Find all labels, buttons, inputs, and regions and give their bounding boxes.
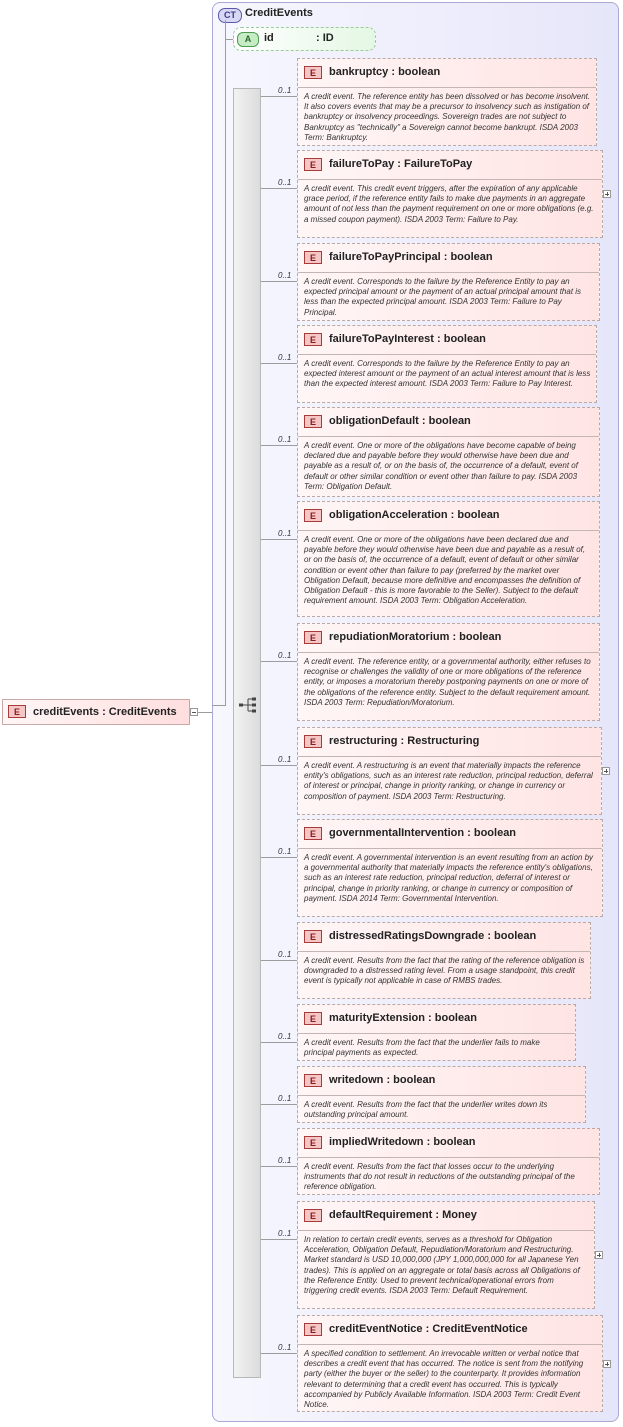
element-description: A credit event. One or more of the obligations have become capable of being declared due and payable before they would otherwise have been due and payable as a result of, or on the basis of, the occurrence of a default, event of default or other similar condition or event other than failure to pay. ISDA 2003 Term: Obligation Default.	[304, 441, 578, 491]
element-description: A credit event. Results from the fact that the underlier writes down its outstanding principal amount.	[304, 1100, 548, 1120]
element-name: creditEventNotice	[329, 1323, 423, 1335]
element-description: A credit event. The reference entity has been dissolved or has become insolvent. It also covers events that may be a precursor to insolvency such as instigation of bankruptcy or insolvency proceedings. Sovereign trades are not subject to Bankruptcy as "technically" a Sovereign cannot become bankrupt. ISDA 2003 Term: Bankruptcy.	[304, 92, 591, 142]
element-title	[329, 66, 440, 78]
occurrence-label: 0..1	[278, 847, 292, 856]
connector	[261, 765, 297, 766]
element-name: restructuring	[329, 735, 398, 747]
element-badge: E	[304, 1074, 322, 1087]
element-name: failureToPay	[329, 158, 395, 170]
element-badge: E	[304, 251, 322, 264]
connector	[261, 857, 297, 858]
occurrence-label: 0..1	[278, 1229, 292, 1238]
connector	[212, 705, 226, 706]
root-element-label: creditEvents : CreditEvents	[33, 706, 177, 718]
element-description: A specified condition to settlement. An irrevocable written or verbal notice that describes a credit event that has occurred. The notice is sent from the notifying party (either the buyer or the seller) to the counterparty. It provides information relevant to determining that a credit event has occurred. This is typically accompanied by Publicly Available Information. ISDA 2003 Term: Credit Event Notice.	[304, 1349, 584, 1410]
element-type: : boolean	[450, 509, 500, 521]
element-title	[329, 631, 501, 643]
element-type: : boolean	[391, 66, 441, 78]
occurrence-label: 0..1	[278, 178, 292, 187]
element-name: obligationDefault	[329, 415, 419, 427]
connector	[261, 539, 297, 540]
element-description: A credit event. Results from the fact that losses occur to the underlying instruments that do not result in reductions of the outstanding principal of the reference obligation.	[304, 1162, 575, 1192]
element-type: : boolean	[467, 827, 517, 839]
connector	[198, 712, 212, 713]
occurrence-label: 0..1	[278, 950, 292, 959]
element-distressedRatingsDowngrade[interactable]	[297, 922, 591, 999]
element-name: obligationAcceleration	[329, 509, 448, 521]
element-type: : Restructuring	[400, 735, 480, 747]
attribute-badge: A	[237, 32, 259, 47]
root-element-badge: E	[8, 705, 26, 718]
element-badge: E	[304, 66, 322, 79]
occurrence-label: 0..1	[278, 86, 292, 95]
element-obligationDefault[interactable]	[297, 407, 600, 497]
element-type: : CreditEventNotice	[425, 1323, 528, 1335]
occurrence-label: 0..1	[278, 1032, 292, 1041]
element-name: distressedRatingsDowngrade	[329, 930, 485, 942]
element-title	[329, 1323, 528, 1335]
connector	[261, 960, 297, 961]
element-badge: E	[304, 1136, 322, 1149]
element-title	[329, 158, 472, 170]
element-name: repudiationMoratorium	[329, 631, 450, 643]
element-description: A credit event. The reference entity, or a governmental authority, either refuses to recognise or challenges the validity of one or more obligations of the reference entity, or imposes a moratorium thereby postponing payments on one or more of the obligations of the reference entity. Subject to the default requirement amount. ISDA 2003 Term: Repudiation/Moratorium.	[304, 657, 591, 707]
occurrence-label: 0..1	[278, 1156, 292, 1165]
element-repudiationMoratorium[interactable]	[297, 623, 600, 721]
occurrence-label: 0..1	[278, 755, 292, 764]
element-type: : boolean	[428, 1012, 477, 1024]
element-badge: E	[304, 631, 322, 644]
element-failureToPay[interactable]	[297, 150, 603, 238]
complex-type-name: CreditEvents	[245, 7, 313, 19]
element-type: : boolean	[421, 415, 471, 427]
complex-type-badge: CT	[218, 8, 242, 23]
element-badge: E	[304, 735, 322, 748]
element-title	[329, 1012, 477, 1024]
element-badge: E	[304, 333, 322, 346]
element-title	[329, 1136, 475, 1148]
element-name: maturityExtension	[329, 1012, 425, 1024]
element-title	[329, 333, 486, 345]
occurrence-label: 0..1	[278, 529, 292, 538]
element-title	[329, 251, 493, 263]
element-name: writedown	[329, 1074, 384, 1086]
attribute-type: : ID	[316, 32, 334, 44]
connector	[261, 188, 297, 189]
element-failureToPayPrincipal[interactable]	[297, 243, 600, 321]
element-restructuring[interactable]	[297, 727, 602, 815]
connector	[261, 281, 297, 282]
element-writedown[interactable]	[297, 1066, 586, 1123]
element-description: A credit event. A governmental intervention is an event resulting from an action by a governmental authority that materially impacts the reference entity's obligations, such as an interest rate reduction, principal reduction, deferral of interest or principal, change in priority ranking, or change in currency or composition of payment. ISDA 2014 Term: Governmental Intervention.	[304, 853, 594, 903]
expand-toggle[interactable]	[603, 190, 611, 198]
connector	[261, 363, 297, 364]
element-description: A credit event. Results from the fact that the rating of the reference obligation is downgraded to a distressed rating level. From a usage standpoint, this credit event is typically not applicable in case of RMBS trades.	[304, 956, 585, 986]
collapse-toggle[interactable]	[190, 708, 198, 716]
attribute-name: id	[264, 32, 274, 44]
element-type: : boolean	[437, 333, 486, 345]
connector	[225, 20, 226, 705]
element-type: : boolean	[443, 251, 493, 263]
connector	[261, 445, 297, 446]
element-type: : boolean	[426, 1136, 476, 1148]
element-badge: E	[304, 827, 322, 840]
connector	[261, 1042, 297, 1043]
element-title	[329, 509, 500, 521]
element-failureToPayInterest[interactable]	[297, 325, 597, 403]
element-description: A credit event. Corresponds to the failure by the Reference Entity to pay an expected interest amount or the payment of an actual interest amount that is less than the expected interest amount. ISDA 2003 Term: Failure to Pay Interest.	[304, 359, 591, 389]
element-title	[329, 735, 479, 747]
element-type: : FailureToPay	[397, 158, 473, 170]
element-impliedWritedown[interactable]	[297, 1128, 600, 1195]
element-maturityExtension[interactable]	[297, 1004, 576, 1061]
element-creditEventNotice[interactable]	[297, 1315, 603, 1412]
element-description: A credit event. This credit event triggers, after the expiration of any applicable grace period, if the reference entity fails to make due payments in an aggregate amount of not less than the payment requirement on one or more obligations (e.g. a missed coupon payment). ISDA 2003 Term: Failure to Pay.	[304, 184, 594, 224]
element-description: A credit event. A restructuring is an event that materially impacts the reference entity's obligations, such as an interest rate reduction, principal reduction, deferral of interest or principal, change in priority ranking, or change in currency or composition of payment. ISDA 2003 Term: Restructuring.	[304, 761, 593, 801]
connector	[261, 1353, 297, 1354]
occurrence-label: 0..1	[278, 651, 292, 660]
element-badge: E	[304, 158, 322, 171]
sequence-icon	[239, 697, 257, 713]
element-type: : boolean	[452, 631, 502, 643]
occurrence-label: 0..1	[278, 353, 292, 362]
element-badge: E	[304, 415, 322, 428]
element-description: A credit event. Results from the fact that the underlier fails to make principal payments as expected.	[304, 1038, 540, 1058]
expand-toggle[interactable]	[602, 767, 610, 775]
element-title	[329, 930, 536, 942]
element-name: governmentalIntervention	[329, 827, 465, 839]
element-name: failureToPayInterest	[329, 333, 434, 345]
occurrence-label: 0..1	[278, 271, 292, 280]
occurrence-label: 0..1	[278, 1094, 292, 1103]
element-name: defaultRequirement	[329, 1209, 433, 1221]
element-badge: E	[304, 1012, 322, 1025]
element-title	[329, 1209, 477, 1221]
element-type: : Money	[435, 1209, 477, 1221]
element-obligationAcceleration[interactable]	[297, 501, 600, 617]
element-title	[329, 415, 471, 427]
connector	[261, 1104, 297, 1105]
element-description: In relation to certain credit events, serves as a threshold for Obligation Acceleration, Obligation Default, Repudiation/Moratorium and Restructuring. Market standard is USD 10,000,000 (JPY 1,000,000,000 for all Japanese Yen trades). This is applied on an aggregate or total basis across all Obligations of the Reference Entity. Used to prevent technical/operational errors from triggering credit events. ISDA 2003 Term: Default Requirement.	[304, 1235, 580, 1296]
occurrence-label: 0..1	[278, 435, 292, 444]
element-badge: E	[304, 930, 322, 943]
sequence-bar	[233, 88, 261, 1378]
element-badge: E	[304, 1209, 322, 1222]
element-governmentalIntervention[interactable]	[297, 819, 603, 917]
expand-toggle[interactable]	[603, 1360, 611, 1368]
element-badge: E	[304, 1323, 322, 1336]
element-description: A credit event. Corresponds to the failure by the Reference Entity to pay an expected principal amount or the payment of an actual principal amount that is less than the expected principal amount. ISDA 2003 Term: Failure to Pay Principal.	[304, 277, 582, 317]
element-defaultRequirement[interactable]	[297, 1201, 595, 1309]
element-name: failureToPayPrincipal	[329, 251, 441, 263]
connector	[261, 1166, 297, 1167]
element-type: : boolean	[386, 1074, 436, 1086]
element-badge: E	[304, 509, 322, 522]
occurrence-label: 0..1	[278, 1343, 292, 1352]
connector	[261, 661, 297, 662]
connector	[261, 1239, 297, 1240]
element-title	[329, 1074, 435, 1086]
element-name: impliedWritedown	[329, 1136, 424, 1148]
element-name: bankruptcy	[329, 66, 389, 78]
connector	[261, 96, 297, 97]
element-title	[329, 827, 516, 839]
element-type: : boolean	[487, 930, 537, 942]
expand-toggle[interactable]	[595, 1251, 603, 1259]
element-bankruptcy[interactable]	[297, 58, 597, 146]
element-description: A credit event. One or more of the obligations have been declared due and payable before they would otherwise have been due and payable as a result of, or on the basis of, the occurrence of a default, event of default or other similar condition or event other than failure to pay (preferred by the market over Obligation Default, because more definitive and encompasses the definition of Obligation Default - this is more favorable to the Seller). Subject to the default requirement amount. ISDA 2003 Term: Obligation Acceleration.	[304, 535, 586, 606]
